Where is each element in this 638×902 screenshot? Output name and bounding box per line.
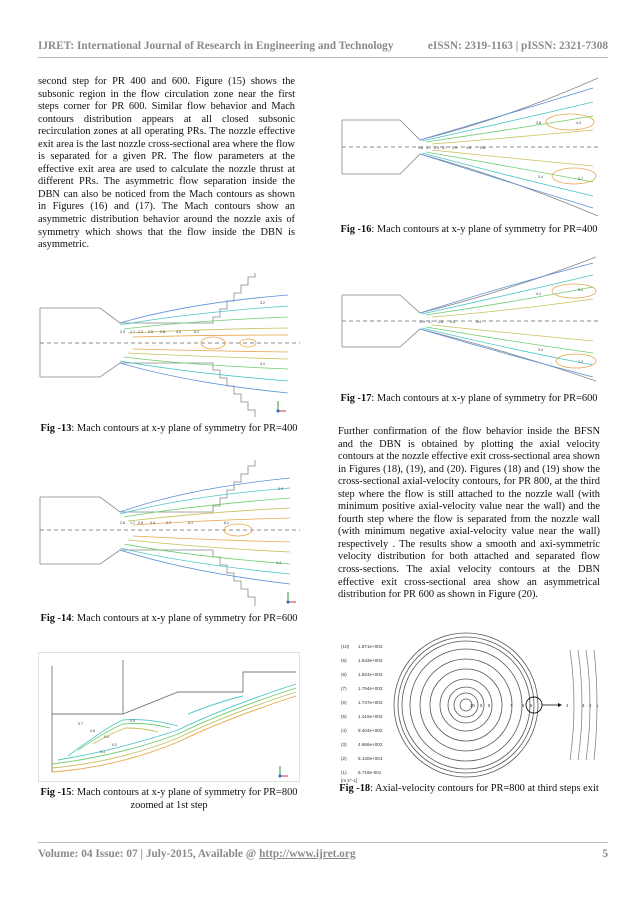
fig15-label: 0.5 [130,719,135,723]
fig14-axis-label: 1.7 [130,521,135,525]
fig18-legend-index: (10) [341,644,350,649]
fig18-ring-label: 6 [522,703,525,708]
fig13-axis-label: 1.7 [130,330,135,334]
fig15-caption [38,786,300,812]
fig17-axis-label: 3.5 [450,320,455,324]
fig15-label: 0.3 [100,750,105,754]
fig18-legend-index: (2) [341,756,347,761]
fig15-label: Fig -15 [40,787,72,798]
fig13-label: Fig -13 [40,423,72,434]
header-divider [38,57,608,58]
fig13-axis-label: 2.5 [148,330,153,334]
fig14-caption [38,612,300,625]
fig16-side-label: 3.8 [536,121,541,125]
fig16-side-label: 5.7 [578,177,583,181]
fig18-ring-label: 10 [470,703,475,708]
fig16-axis-label: 5.6 [480,146,485,150]
fig17-axis-label: 2.6 [438,320,443,324]
footer-journal-link[interactable]: http://www.ijret.org [259,848,356,860]
fig14-label: Fig -14 [40,613,72,624]
footer-volume-info: Volume: 04 Issue: 07 | July-2015, Available @ [38,848,260,860]
fig18-caption [338,782,600,795]
fig18-unit: [m s^-1] [341,778,358,783]
fig18-ring-label: 9 [480,703,483,708]
fig18-ring-label: 7 [510,703,513,708]
fig18-legend-value: 1.843e+003 [358,658,383,663]
fig15-label: 0.6 [90,729,95,733]
left-body-paragraph: second step for PR 400 and 600. Figure (15) shows the subsonic region in the flow circulation zone near the first steps corner for PR 600. Similar flow behavior and Mach contours distribution appears at all closed subsonic recirculation zones at all operating PRs. The nozzle effective exit area is the last nozzle cross-sectional area where the flow is separated for a given PR. The flow parameters at the effective exit area are used to calculate the nozzle thrust at different PRs. The asymmetric flow separation inside the DBN can also be noticed from the Mach contours as shown in Figures (16) and (17). The Mach contours show an asymmetric distribution behavior around the nozzle axis of symmetry which shows that the flow inside the DBN is asymmetric. [38,76,295,251]
fig18-legend-value: 4.666e+002 [358,742,383,747]
page-footer [38,848,608,860]
fig18-legend-value: 1.794e+003 [358,686,383,691]
fig17-side-label: 5.1 [578,288,583,292]
fig16-axis-label: 4.8 [466,146,471,150]
journal-title: IJRET: International Journal of Research in Engineering and Technology [38,40,394,52]
fig17-label: Fig -17 [340,393,372,404]
footer-divider [38,842,608,843]
page-header [38,40,608,56]
fig16-axis-label: 1.7 [426,146,431,150]
fig17-caption [338,392,600,405]
fig18-legend-value: 1.824e+003 [358,672,383,677]
fig14-axis-label: 5.1 [188,521,193,525]
fig13-axis-label: 2.2 [138,330,143,334]
fig18-zoom-label: 4 [566,703,569,708]
fig18-ring-label: 5 [530,703,533,708]
fig16-axis-label: 3.9 [452,146,457,150]
fig15-text: : Mach contours at x-y plane of symmetry for PR=800 zoomed at 1st step [71,787,298,811]
fig13-axes-triad-icon [277,401,287,413]
right-body-paragraph: Further confirmation of the flow behavior inside the BFSN and the DBN is obtained by plotting the axial velocity contours at the nozzle effective exit cross-sectional area shown in Figures (18), (19), and (20). Figures (18) and (19) show the cross-sectional axial-velocity contours, for PR 800, at the third step where the flow is still attached to the nozzle wall (with minimum positive axial-velocity value near the wall) and the fourth step where the flow is separated from the nozzle wall (with minimum negative axial-velocity value near the wall) respectively . The results show a smooth and axi-symmetric velocity distribution for both attached and separated flow cross-sections. The axial velocity contours at the DBN effective exit cross-sectional area show an asymmetrical distribution for PR 600 as shown in Figure (20). [338,426,600,601]
fig15-image [38,652,300,782]
fig18-legend-value: 6.718e-001 [358,770,382,775]
fig14-axis-label: 3.4 [150,521,155,525]
fig16-text: : Mach contours at x-y plane of symmetry for PR=400 [371,224,598,235]
fig17-axis-label: 4.4 [476,320,481,324]
fig13-axis-label: 5.2 [194,330,199,334]
fig18-zoom-label: 2 [589,703,592,708]
fig13-axis-label: 4.5 [176,330,181,334]
fig13-image [38,273,300,419]
fig17-image [338,255,600,383]
fig14-side-label: 4.4 [276,561,281,565]
fig16-side-label: 3.4 [538,175,543,179]
fig18-legend-index: (9) [341,658,347,663]
fig14-axis-label: 4.2 [166,521,171,525]
fig16-label: Fig -16 [340,224,372,235]
fig14-text: : Mach contours at x-y plane of symmetry for PR=600 [71,613,298,624]
fig18-text: : Axial-velocity contours for PR=800 at third steps exit [370,783,599,794]
fig14-axis-label: 6.1 [224,521,229,525]
fig18-legend-value: 1.747e+003 [358,700,383,705]
fig18-legend-index: (1) [341,770,347,775]
fig16-axis-label: 0.8 [418,146,423,150]
fig13-axis-label: 2.9 [120,330,125,334]
fig18-label: Fig -18 [339,783,371,794]
fig16-side-label: 4.3 [576,121,581,125]
fig16-image [338,78,600,216]
fig16-axis-label: 2.5 [434,146,439,150]
fig17-text: : Mach contours at x-y plane of symmetry for PR=600 [371,393,598,404]
fig15-label: 0.4 [104,735,109,739]
fig18-zoom-label: 1 [596,703,599,708]
fig14-side-label: 3.9 [278,487,283,491]
fig15-label: 0.7 [78,722,83,726]
fig13-caption [38,422,300,435]
fig18-legend-index: (6) [341,700,347,705]
fig18-legend-value: 9.404e+002 [358,728,383,733]
fig18-ring-label: 8 [488,703,491,708]
fig18-legend-index: (4) [341,728,347,733]
fig18-image [338,630,602,783]
issn-label: eISSN: 2319-1163 | pISSN: 2321-7308 [427,40,608,52]
fig18-legend-index: (8) [341,672,347,677]
fig13-side-label: 4.1 [260,362,265,366]
fig18-legend-value: 5.140e+001 [358,756,383,761]
fig18-legend-value: 1.871e+003 [358,644,383,649]
fig14-axes-triad-icon [287,592,297,604]
page-number: 5 [602,848,608,860]
fig15-axes-triad-icon [279,766,289,778]
fig17-side-label: 4.1 [536,292,541,296]
fig13-text: : Mach contours at x-y plane of symmetry for PR=400 [71,423,298,434]
fig17-side-label: 3.4 [538,348,543,352]
fig16-axis-label: 3.7 [442,146,447,150]
fig18-zoom-label: 3 [582,703,585,708]
fig15-label: 0.2 [112,743,117,747]
fig16-caption [338,223,600,236]
fig18-legend-index: (3) [341,742,347,747]
fig13-side-label: 3.2 [260,301,265,305]
fig13-axis-label: 2.8 [160,330,165,334]
fig17-axis-label: 1.7 [428,320,433,324]
fig18-legend-value: 1.415e+003 [358,714,383,719]
fig14-image [38,460,300,610]
fig17-axis-label: 0.9 [420,320,425,324]
fig14-axis-label: 2.8 [120,521,125,525]
fig14-axis-label: 2.5 [138,521,143,525]
fig17-side-label: 7.2 [578,360,583,364]
fig18-legend-index: (7) [341,686,347,691]
fig18-legend-index: (5) [341,714,347,719]
